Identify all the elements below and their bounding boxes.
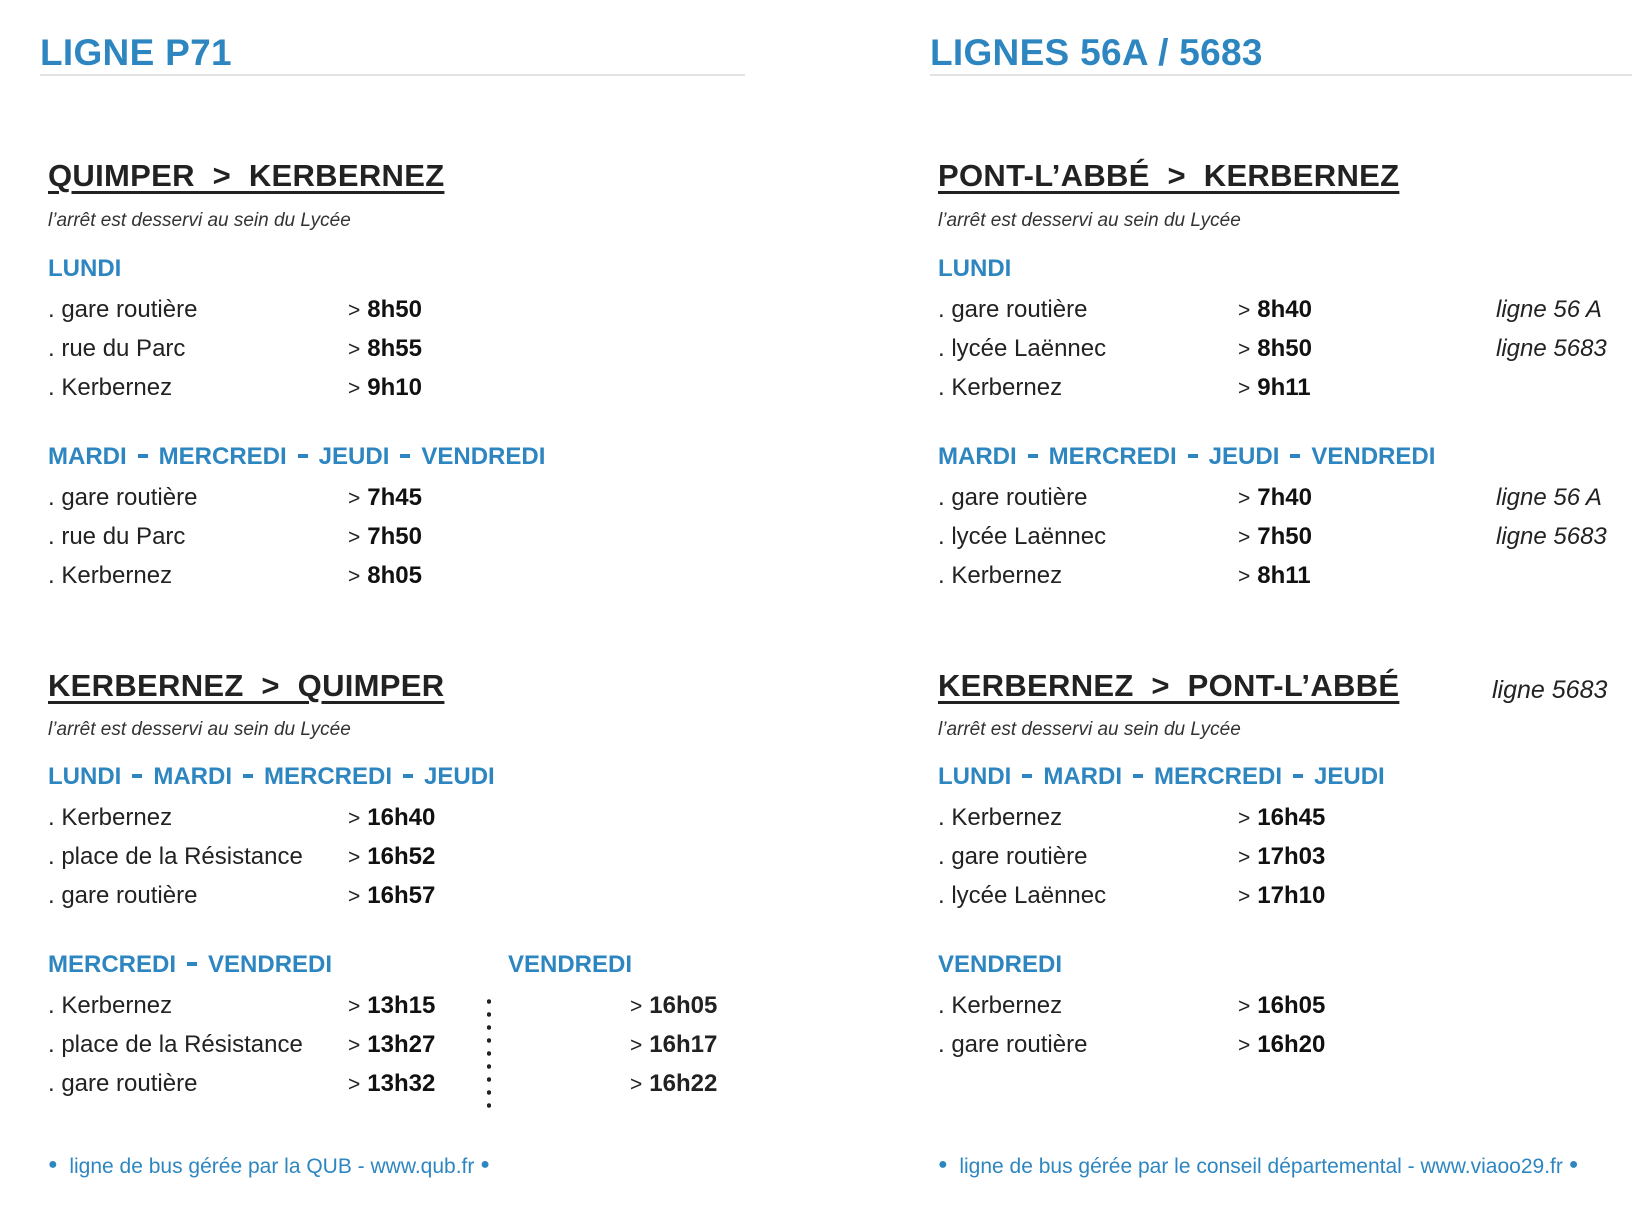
stop-name: . Kerbernez bbox=[938, 562, 1063, 589]
stop-time: > 7h40 bbox=[1238, 484, 1312, 511]
stop-name: . Kerbernez bbox=[938, 374, 1063, 401]
day-label-vendredi: VENDREDI bbox=[508, 951, 633, 978]
route-heading-kerbernez-pontlabbe: KERBERNEZ > PONT-L’ABBÉ bbox=[938, 668, 1400, 703]
stop-time: > 16h20 bbox=[1238, 1031, 1326, 1058]
stop-name: . gare routière bbox=[48, 882, 198, 909]
stop-time: > 7h45 bbox=[348, 484, 422, 511]
friday-time: > 16h17 bbox=[630, 1031, 718, 1058]
stop-time: > 8h05 bbox=[348, 562, 422, 589]
schedule-row bbox=[938, 374, 1638, 410]
stop-name: . lycée Laënnec bbox=[938, 335, 1107, 362]
line-label: ligne 5683 bbox=[1496, 335, 1607, 362]
stop-name: . Kerbernez bbox=[48, 562, 173, 589]
friday-time: > 16h22 bbox=[630, 1070, 718, 1097]
route-note: l’arrêt est desservi au sein du Lycée bbox=[938, 210, 1241, 231]
stop-time: > 13h27 bbox=[348, 1031, 436, 1058]
stop-name: . rue du Parc bbox=[48, 335, 186, 362]
stop-name: . lycée Laënnec bbox=[938, 882, 1107, 909]
stop-time: > 13h15 bbox=[348, 992, 436, 1019]
line-label: ligne 56 A bbox=[1496, 484, 1602, 511]
footer-operator-departement: ● ligne de bus gérée par le conseil départemental - www.viaoo29.fr ● bbox=[938, 1155, 1579, 1178]
title-divider bbox=[40, 74, 745, 76]
stop-time: > 8h11 bbox=[1238, 562, 1311, 589]
route-note: l’arrêt est desservi au sein du Lycée bbox=[48, 719, 351, 740]
bullet-icon: ● bbox=[48, 1156, 58, 1174]
stop-time: > 16h40 bbox=[348, 804, 436, 831]
schedule-row bbox=[938, 335, 1638, 371]
schedule-row bbox=[938, 523, 1638, 559]
line-title-p71: LIGNE P71 bbox=[40, 32, 232, 73]
stop-time: > 16h45 bbox=[1238, 804, 1326, 831]
day-label-lundi: LUNDI bbox=[48, 255, 122, 282]
stop-time: > 16h05 bbox=[1238, 992, 1326, 1019]
stop-time: > 17h10 bbox=[1238, 882, 1326, 909]
stop-time: > 9h11 bbox=[1238, 374, 1311, 401]
schedule-row bbox=[938, 562, 1638, 598]
day-label-vendredi: VENDREDI bbox=[938, 951, 1063, 978]
stop-time: > 8h50 bbox=[348, 296, 422, 323]
day-label-mardi-vendredi: MARDI MERCREDI JEUDI VENDREDI bbox=[48, 443, 546, 470]
stop-name: . gare routière bbox=[938, 296, 1088, 323]
line-label: ligne 5683 bbox=[1492, 676, 1608, 704]
stop-name: . place de la Résistance bbox=[48, 843, 303, 870]
stop-name: . rue du Parc bbox=[48, 523, 186, 550]
stop-name: . place de la Résistance bbox=[48, 1031, 303, 1058]
stop-name: . gare routière bbox=[48, 484, 198, 511]
stop-time: > 17h03 bbox=[1238, 843, 1326, 870]
line-label: ligne 56 A bbox=[1496, 296, 1602, 323]
stop-time: > 16h52 bbox=[348, 843, 436, 870]
route-heading-pontlabbe-kerbernez: PONT-L’ABBÉ > KERBERNEZ bbox=[938, 158, 1400, 193]
day-label-lundi-jeudi: LUNDI MARDI MERCREDI JEUDI bbox=[938, 763, 1385, 790]
stop-name: . gare routière bbox=[938, 1031, 1088, 1058]
stop-time: > 8h40 bbox=[1238, 296, 1312, 323]
day-label-lundi: LUNDI bbox=[938, 255, 1012, 282]
bullet-icon: ● bbox=[1568, 1156, 1579, 1174]
stop-time: > 16h57 bbox=[348, 882, 436, 909]
stop-name: . gare routière bbox=[938, 484, 1088, 511]
stop-name: . Kerbernez bbox=[938, 804, 1063, 831]
route-note: l’arrêt est desservi au sein du Lycée bbox=[48, 210, 351, 231]
timetable-56a-5683 bbox=[930, 0, 1643, 1216]
day-label-mardi-vendredi: MARDI MERCREDI JEUDI VENDREDI bbox=[938, 443, 1436, 470]
stop-time: > 13h32 bbox=[348, 1070, 436, 1097]
stop-time: > 7h50 bbox=[1238, 523, 1312, 550]
line-label: ligne 5683 bbox=[1496, 523, 1607, 550]
stop-name: . gare routière bbox=[48, 1070, 198, 1097]
schedule-row bbox=[938, 296, 1638, 332]
route-heading-kerbernez-quimper: KERBERNEZ > QUIMPER bbox=[48, 668, 445, 703]
footer-operator-qub: ● ligne de bus gérée par la QUB - www.qub.fr ● bbox=[48, 1155, 490, 1178]
day-label-lundi-jeudi: LUNDI MARDI MERCREDI JEUDI bbox=[48, 763, 495, 790]
stop-time: > 9h10 bbox=[348, 374, 422, 401]
friday-time: > 16h05 bbox=[630, 992, 718, 1019]
timetable-p71 bbox=[40, 0, 750, 1216]
stop-time: > 8h55 bbox=[348, 335, 422, 362]
day-label-mercredi-vendredi: MERCREDI VENDREDI bbox=[48, 951, 333, 978]
stop-name: . gare routière bbox=[938, 843, 1088, 870]
stop-name: . Kerbernez bbox=[48, 992, 173, 1019]
schedule-row bbox=[938, 484, 1638, 520]
stop-name: . Kerbernez bbox=[938, 992, 1063, 1019]
stop-name: . Kerbernez bbox=[48, 374, 173, 401]
title-divider bbox=[930, 74, 1632, 76]
stop-time: > 7h50 bbox=[348, 523, 422, 550]
stop-name: . lycée Laënnec bbox=[938, 523, 1107, 550]
stop-name: . Kerbernez bbox=[48, 804, 173, 831]
route-heading-quimper-kerbernez: QUIMPER > KERBERNEZ bbox=[48, 158, 445, 193]
bullet-icon: ● bbox=[480, 1156, 490, 1174]
stop-time: > 8h50 bbox=[1238, 335, 1312, 362]
line-title-56a-5683: LIGNES 56A / 5683 bbox=[930, 32, 1263, 73]
bullet-icon: ● bbox=[938, 1156, 948, 1174]
route-note: l’arrêt est desservi au sein du Lycée bbox=[938, 719, 1241, 740]
dotted-separator bbox=[487, 995, 491, 1113]
stop-name: . gare routière bbox=[48, 296, 198, 323]
